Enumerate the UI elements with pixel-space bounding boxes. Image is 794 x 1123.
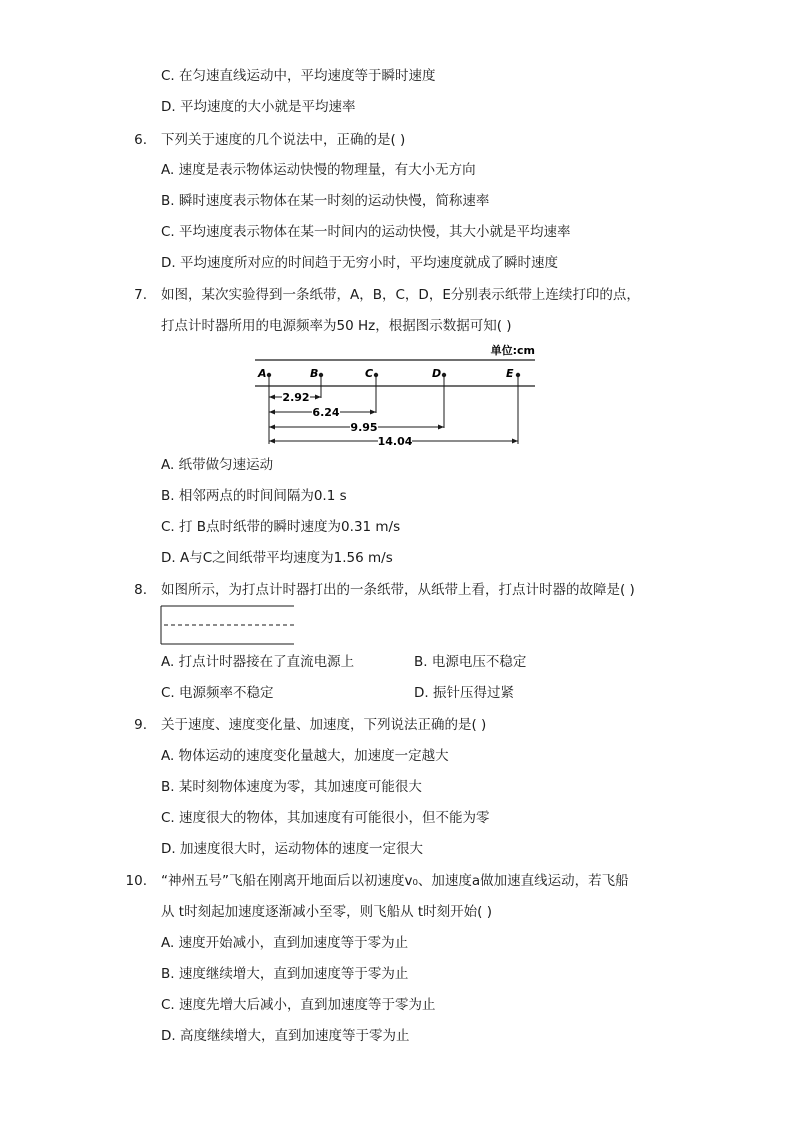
q8-option-b: B. 电源电压不稳定	[414, 654, 527, 670]
q10-option-c: C. 速度先增大后减小，直到加速度等于零为止	[161, 997, 436, 1013]
q7-stem-line-1: 如图，某次实验得到一条纸带，A，B，C，D，E分别表示纸带上连续打印的点，	[161, 287, 640, 303]
paper-tape-figure	[250, 340, 540, 448]
q8-stem: 如图所示，为打点计时器打出的一条纸带，从纸带上看，打点计时器的故障是( )	[161, 582, 635, 598]
q9-option-a: A. 物体运动的速度变化量越大，加速度一定越大	[161, 748, 449, 764]
q6-option-b: B. 瞬时速度表示物体在某一时刻的运动快慢，简称速率	[161, 193, 490, 209]
q5-option-c: C. 在匀速直线运动中，平均速度等于瞬时速度	[161, 68, 436, 84]
q5-option-d: D. 平均速度的大小就是平均速率	[161, 99, 356, 115]
q6-stem: 下列关于速度的几个说法中，正确的是( )	[161, 132, 406, 148]
q10-stem-line-2: 从 t时刻起加速度逐渐减小至零，则飞船从 t时刻开始( )	[161, 904, 492, 920]
q9-number: 9.	[134, 717, 147, 733]
dashed-tape-svg	[160, 604, 296, 646]
q8-number: 8.	[134, 582, 147, 598]
q7-option-a: A. 纸带做匀速运动	[161, 457, 274, 473]
point-c-label: C	[365, 367, 374, 380]
q8-option-d: D. 振针压得过紧	[414, 685, 514, 701]
arrowhead-ac-left	[269, 410, 275, 415]
arrowhead-ac-right	[370, 410, 376, 415]
arrowhead-ab-left	[269, 395, 275, 400]
q10-option-d: D. 高度继续增大，直到加速度等于零为止	[161, 1028, 410, 1044]
q9-option-c: C. 速度很大的物体，其加速度有可能很小，但不能为零	[161, 810, 490, 826]
arrowhead-ad-left	[269, 425, 275, 430]
q6-option-c: C. 平均速度表示物体在某一时间内的运动快慢，其大小就是平均速率	[161, 224, 571, 240]
q9-option-d: D. 加速度很大时，运动物体的速度一定很大	[161, 841, 423, 857]
arrowhead-ab-right	[315, 395, 321, 400]
distance-label-ad: 9.95	[350, 421, 378, 434]
arrowhead-ad-right	[438, 425, 444, 430]
q9-option-b: B. 某时刻物体速度为零，其加速度可能很大	[161, 779, 422, 795]
dashed-tape-figure	[160, 604, 296, 646]
q10-option-b: B. 速度继续增大，直到加速度等于零为止	[161, 966, 409, 982]
q6-option-d: D. 平均速度所对应的时间趋于无穷小时，平均速度就成了瞬时速度	[161, 255, 558, 271]
distance-label-ae: 14.04	[377, 435, 413, 448]
q7-option-b: B. 相邻两点的时间间隔为0.1 s	[161, 488, 347, 504]
q6-number: 6.	[134, 132, 147, 148]
arrowhead-ae-left	[269, 439, 275, 444]
q10-option-a: A. 速度开始减小，直到加速度等于零为止	[161, 935, 409, 951]
q6-option-a: A. 速度是表示物体运动快慢的物理量，有大小无方向	[161, 162, 476, 178]
q7-number: 7.	[134, 287, 147, 303]
q10-number: 10.	[125, 873, 147, 889]
unit-label: 单位:cm	[490, 344, 535, 357]
point-b-label: B	[310, 367, 319, 380]
arrowhead-ae-right	[512, 439, 518, 444]
q7-stem-line-2: 打点计时器所用的电源频率为50 Hz，根据图示数据可知( )	[161, 318, 512, 334]
q7-option-c: C. 打 B点时纸带的瞬时速度为0.31 m/s	[161, 519, 401, 535]
distance-label-ab: 2.92	[282, 391, 310, 404]
q7-option-d: D. A与C之间纸带平均速度为1.56 m/s	[161, 550, 393, 566]
q9-stem: 关于速度、速度变化量、加速度，下列说法正确的是( )	[161, 717, 487, 733]
q8-option-c: C. 电源频率不稳定	[161, 685, 274, 701]
point-d-label: D	[432, 367, 442, 380]
q8-option-a: A. 打点计时器接在了直流电源上	[161, 654, 355, 670]
paper-tape-svg	[250, 340, 540, 448]
distance-label-ac: 6.24	[312, 406, 340, 419]
q10-stem-line-1: “神州五号”飞船在刚离开地面后以初速度v₀、加速度a做加速直线运动，若飞船	[161, 873, 629, 889]
point-a-label: A	[258, 367, 267, 380]
point-e-label: E	[506, 367, 514, 380]
